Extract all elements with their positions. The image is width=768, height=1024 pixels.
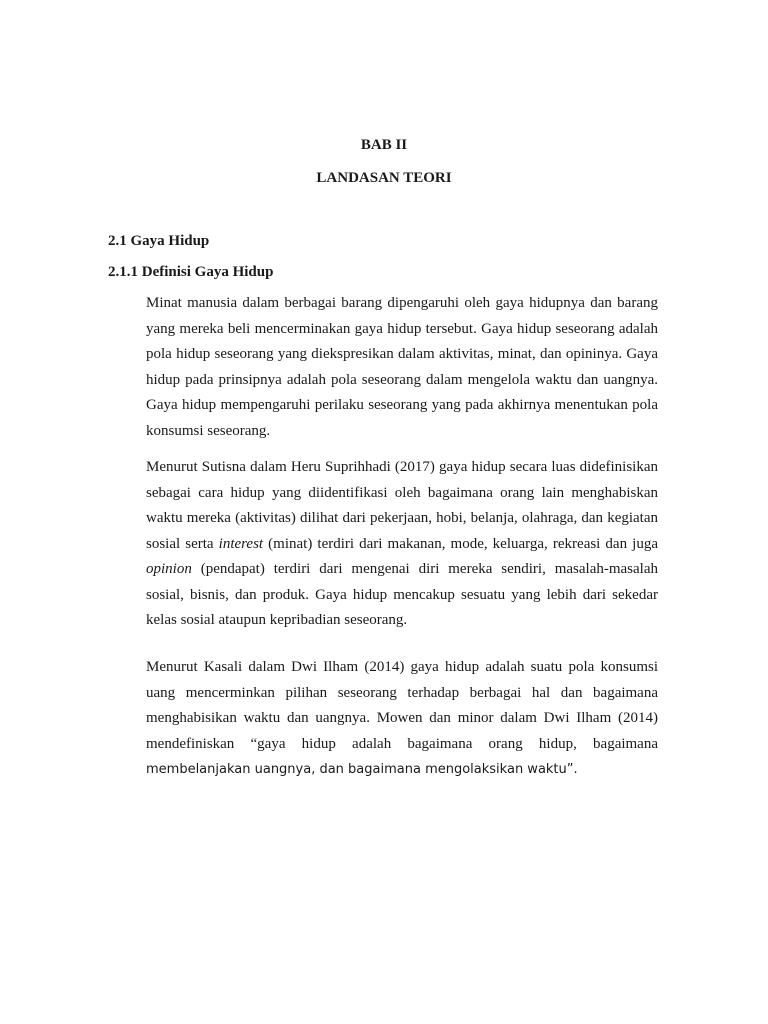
paragraph-3-text-a: Menurut Kasali dalam Dwi Ilham (2014) gaya hidup adalah suatu pola konsumsi uang mencerminkan pilihan seseorang terhadap berbagai hal dan bagaimana menghabisikan waktu dan uangnya. Mowen dan minor dalam Dwi Ilham (2014) mendefiniskan “gaya hidup adalah bagaimana orang hidup, bagaimana <box>146 659 658 752</box>
term-opinion: opinion <box>146 561 192 577</box>
paragraph-2-text-c: (pendapat) terdiri dari mengenai diri mereka sendiri, masalah-masalah sosial, bisnis, dan produk. Gaya hidup mencakup sesuatu yang lebih dari sekedar kelas sosial ataupun kepribadian seseorang. <box>146 561 658 628</box>
paragraph-1-text: Minat manusia dalam berbagai barang dipengaruhi oleh gaya hidupnya dan barang yang mereka beli mencerminakan gaya hidup tersebut. Gaya hidup seseorang adalah pola hidup seseorang yang diekspresikan dalam aktivitas, minat, dan opininya. Gaya hidup pada prinsipnya adalah pola seseorang dalam mengelola waktu dan uangnya. Gaya hidup mempengaruhi perilaku seseorang yang pada akhirnya menentukan pola konsumsi seseorang. <box>146 295 658 439</box>
paragraph-1 <box>146 291 658 444</box>
paragraph-3-text-b: membelanjakan uangnya, dan bagaimana mengolaksikan waktu”. <box>146 762 578 777</box>
chapter-title: LANDASAN TEORI <box>316 170 452 186</box>
section-heading: 2.1 Gaya Hidup <box>108 233 210 249</box>
paragraph-2-text-b: (minat) terdiri dari makanan, mode, keluarga, rekreasi dan juga <box>263 535 659 552</box>
paragraph-2 <box>146 455 658 634</box>
term-interest: interest <box>218 535 264 552</box>
paragraph-3 <box>146 655 658 783</box>
subsection-heading: 2.1.1 Definisi Gaya Hidup <box>108 264 274 280</box>
chapter-number: BAB II <box>360 137 408 153</box>
paragraph-2-text-a: Menurut Sutisna dalam Heru Suprihhadi (2017) gaya hidup secara luas didefinisikan sebagai cara hidup yang diidentifikasi oleh bagaimana orang lain menghabiskan waktu mereka (aktivitas) dilihat dari pekerjaan, hobi, belanja, olahraga, dan kegiatan sosial serta <box>146 459 658 552</box>
